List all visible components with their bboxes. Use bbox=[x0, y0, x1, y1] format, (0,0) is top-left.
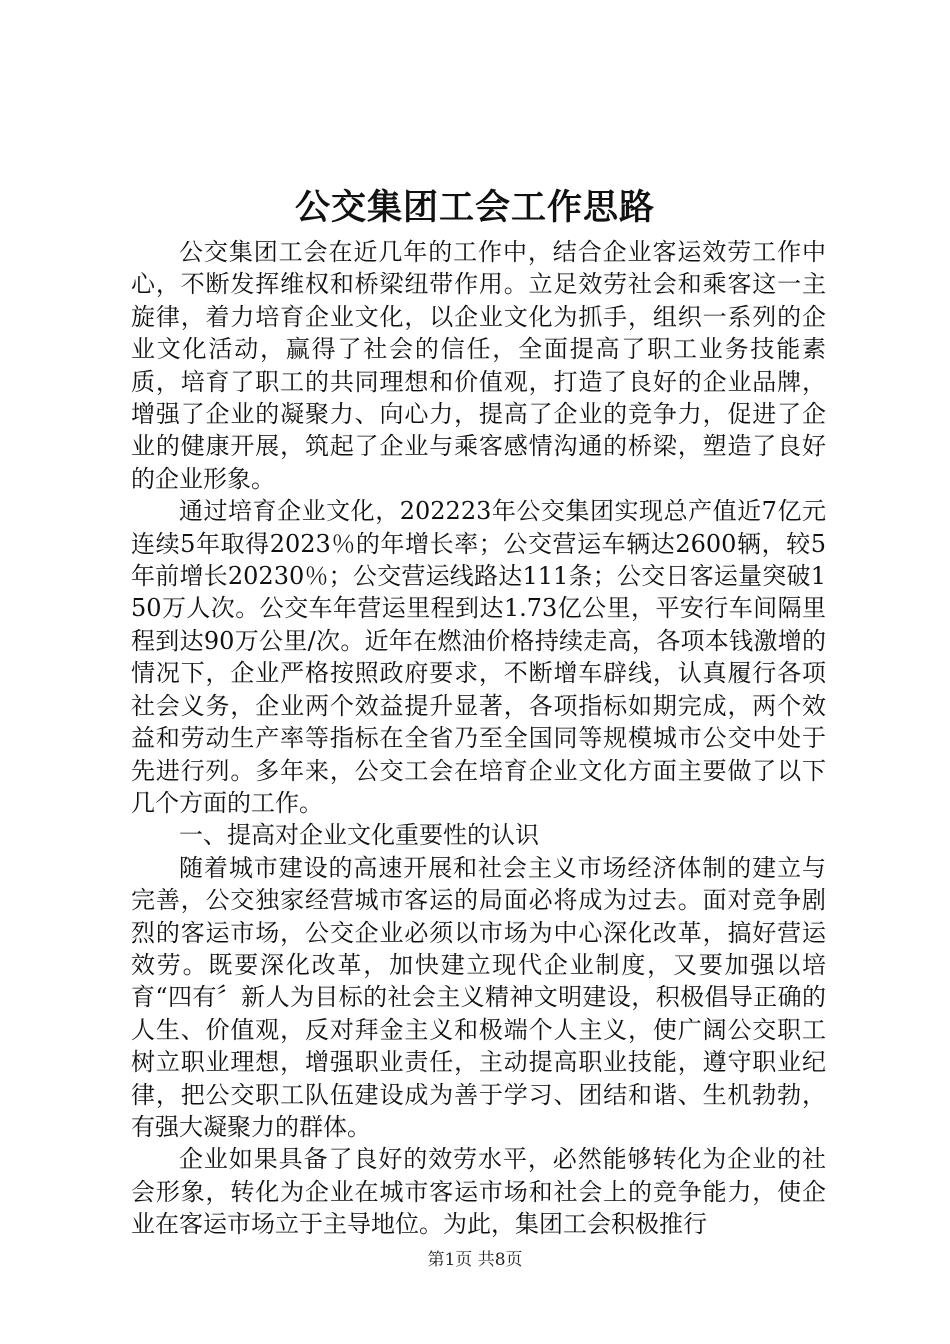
section-heading: 一、提高对企业文化重要性的认识 bbox=[179, 821, 539, 850]
document-title: 公交集团工会工作思路 bbox=[294, 187, 655, 228]
page-footer: 第1页 共8页 bbox=[427, 1250, 523, 1270]
document-body bbox=[131, 236, 826, 1241]
paragraph-achievements: 通过培育企业文化，202223年公交集团实现总产值近7亿元连续5年取得2023％的年增长率；公交营运车辆达2600辆，较5年前增长20230％；公交营运线路达111条；公交日客运量突破150万人次。公交车年营运里程到达1.73亿公里，平安行车间隔里程到达90万公里/次。近年在燃油价格持续走高，各项本钱激增的情况下，企业严格按照政府要求，不断增车辟线，认真履行各项社会义务，企业两个效益提升显著，各项指标如期完成，两个效益和劳动生产率等指标在全省乃至全国同等规模城市公交中处于先进行列。多年来，公交工会在培育企业文化方面主要做了以下几个方面的工作。 bbox=[131, 497, 826, 817]
paragraph-intro: 公交集团工会在近几年的工作中，结合企业客运效劳工作中心，不断发挥维权和桥梁纽带作用。立足效劳社会和乘客这一主旋律，着力培育企业文化，以企业文化为抓手，组织一系列的企业文化活动，赢得了社会的信任，全面提高了职工业务技能素质，培育了职工的共同理想和价值观，打造了良好的企业品牌，增强了企业的凝聚力、向心力，提高了企业的竞争力，促进了企业的健康开展，筑起了企业与乘客感情沟通的桥梁，塑造了良好的企业形象。 bbox=[131, 238, 826, 493]
paragraph-market: 随着城市建设的高速开展和社会主义市场经济体制的建立与完善，公交独家经营城市客运的局面必将成为过去。面对竞争剧烈的客运市场，公交企业必须以市场为中心深化改革，搞好营运效劳。既要深化改革，加快建立现代企业制度，又要加强以培育“四有〞新人为目标的社会主义精神文明建设，积极倡导正确的人生、价值观，反对拜金主义和极端个人主义，使广阔公交职工树立职业理想，增强职业责任，主动提高职业技能，遵守职业纪律，把公交职工队伍建设成为善于学习、团结和谐、生机勃勃，有强大凝聚力的群体。 bbox=[131, 853, 826, 1141]
paragraph-service: 企业如果具备了良好的效劳水平，必然能够转化为企业的社会形象，转化为企业在城市客运市场和社会上的竞争能力，使企业在客运市场立于主导地位。为此，集团工会积极推行 bbox=[131, 1145, 826, 1239]
